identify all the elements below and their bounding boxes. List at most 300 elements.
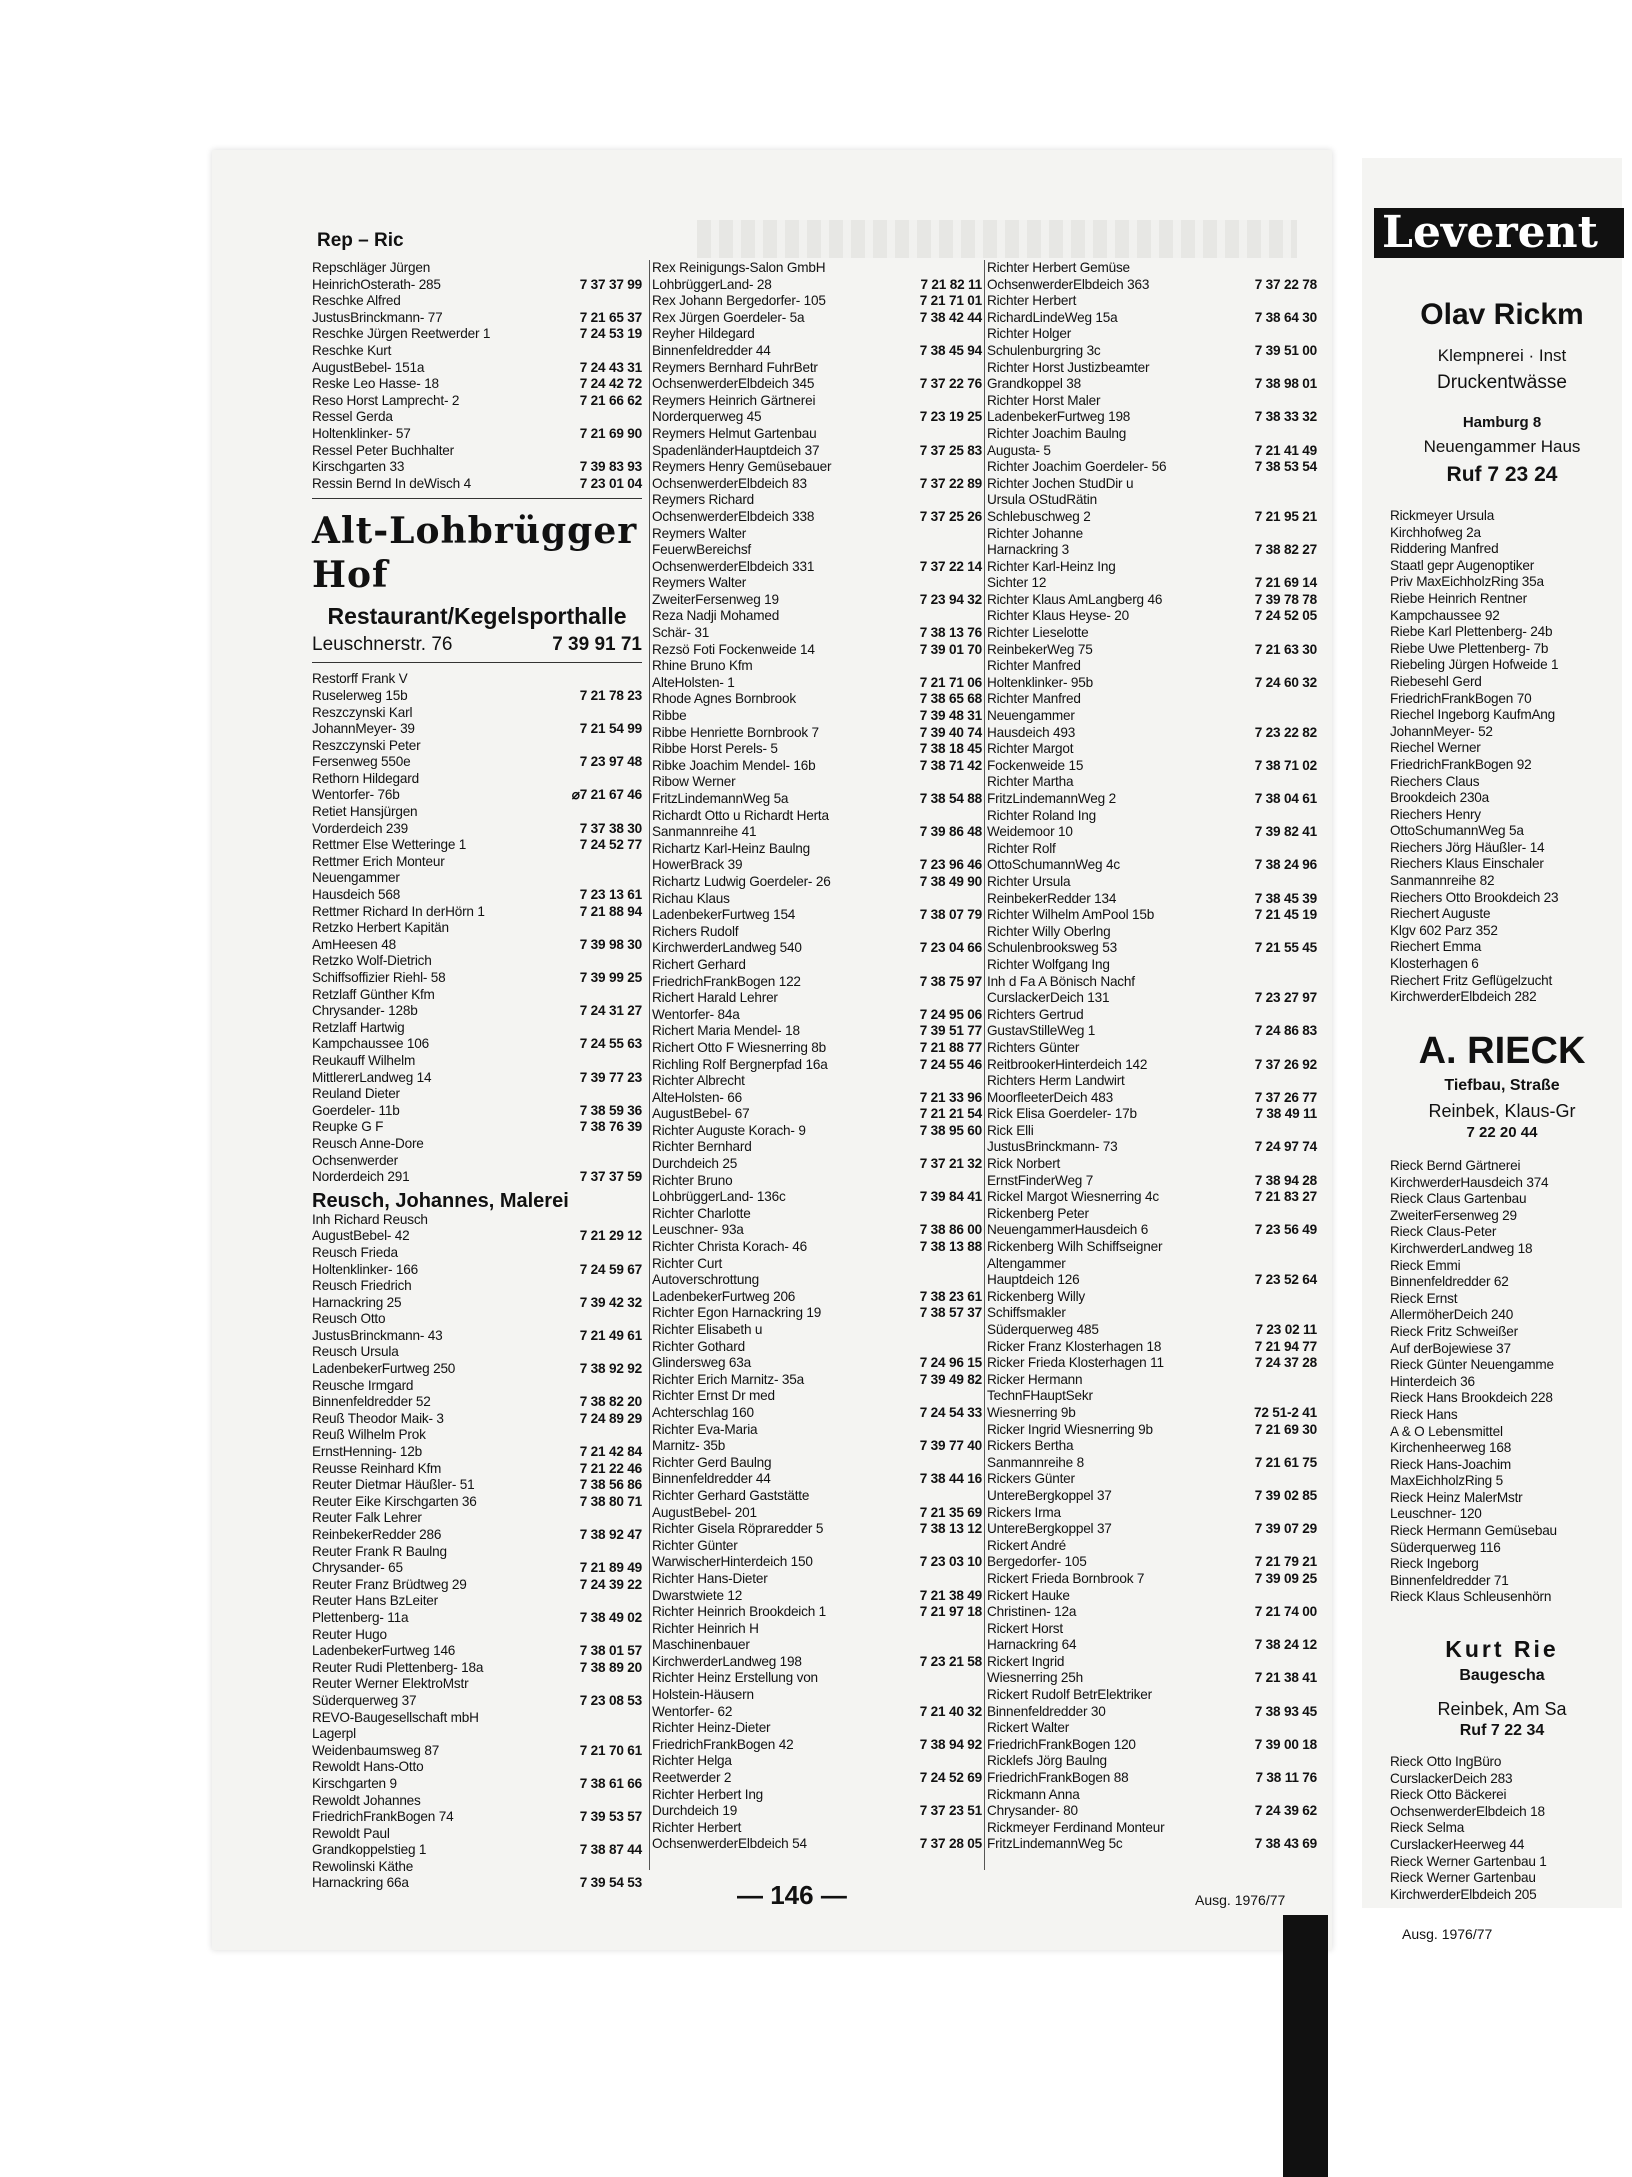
entry-phone: 7 38 57 37 — [919, 1305, 982, 1321]
ad-line: Neuengammer Haus — [1423, 437, 1581, 456]
directory-entry — [652, 1123, 982, 1140]
entry-phone: 7 38 24 96 — [1254, 857, 1317, 873]
entry-name: Richter Christa Korach- 46 — [652, 1239, 807, 1255]
directory-entry — [1390, 1324, 1630, 1357]
entry-phone: 7 24 52 69 — [919, 1770, 982, 1786]
ad-phone: 7 39 91 71 — [552, 634, 642, 656]
entry-name: Rieck Emmi Binnenfeldredder 62 — [1390, 1257, 1509, 1290]
ad-phone: Ruf 7 22 34 — [1459, 1722, 1545, 1739]
entry-phone: 7 21 74 00 — [1254, 1604, 1317, 1620]
entry-phone: 7 21 42 84 — [579, 1444, 642, 1460]
entry-phone: 7 23 08 53 — [579, 1692, 642, 1708]
entry-phone: 7 38 18 45 — [919, 741, 982, 757]
entry-phone: 7 38 45 39 — [1254, 890, 1317, 906]
entry-name: Ricklefs Jörg Baulng FriedrichFrankBogen 88 — [987, 1753, 1129, 1786]
entry-name: Richter Rolf OttoSchumannWeg 4c — [987, 840, 1120, 873]
entry-name: Retzlaff Hartwig Kampchaussee 106 — [312, 1019, 429, 1052]
directory-entry — [312, 953, 642, 986]
entry-phone: 7 24 55 46 — [919, 1056, 982, 1072]
entry-phone: 7 23 22 82 — [1254, 724, 1317, 740]
directory-entry — [987, 1621, 1317, 1654]
entry-name: Richling Rolf Bergnerpfad 16a — [652, 1056, 828, 1072]
directory-entry — [312, 1245, 642, 1278]
entry-name: Reuter Hugo LadenbekerFurtweg 146 — [312, 1626, 456, 1659]
directory-entry — [312, 1593, 642, 1626]
entry-phone: 7 38 23 61 — [919, 1288, 982, 1304]
entry-name: Reusche Irmgard Binnenfeldredder 52 — [312, 1377, 431, 1410]
entry-phone: 7 21 61 75 — [1254, 1454, 1317, 1470]
directory-entry — [652, 260, 982, 293]
entry-name: Reusch Friedrich Harnackring 25 — [312, 1278, 412, 1310]
entry-phone: 7 21 22 46 — [579, 1460, 642, 1476]
entry-name: Richter Herbert Gemüse OchsenwerderElbdeich 363 — [987, 260, 1150, 292]
entry-phone: 7 23 94 32 — [919, 591, 982, 607]
entry-phone: 7 38 44 16 — [919, 1471, 982, 1487]
entry-name: Richert Otto F Wiesnerring 8b — [652, 1039, 826, 1055]
directory-entry — [1390, 641, 1630, 658]
entry-phone: 7 21 95 21 — [1254, 508, 1317, 524]
entry-phone: 7 23 02 11 — [1255, 1322, 1317, 1337]
entry-phone: 7 21 54 99 — [579, 721, 642, 737]
entry-phone: 7 24 42 72 — [579, 376, 642, 392]
entry-name: Richter Helga Reetwerder 2 — [652, 1753, 732, 1786]
directory-entry — [652, 1040, 982, 1057]
column-2 — [652, 260, 982, 1853]
ad-phone: Ruf 7 23 24 — [1446, 463, 1558, 486]
entry-name: Rezsö Foti Fockenweide 14 — [652, 641, 815, 657]
directory-entry — [987, 1355, 1317, 1372]
entry-name: Richter Joachim Baulng Augusta- 5 — [987, 425, 1127, 458]
entry-name: Richter Auguste Korach- 9 — [652, 1122, 806, 1138]
entry-name: Ressel Peter Buchhalter Kirschgarten 33 — [312, 442, 454, 475]
directory-entry — [652, 957, 982, 990]
entry-phone: 7 37 37 99 — [579, 276, 642, 292]
directory-entry — [652, 426, 982, 459]
directory-entry — [652, 1305, 982, 1322]
entry-name: Reuter Werner ElektroMstr Süderquerweg 37 — [312, 1676, 469, 1708]
directory-entry — [312, 804, 642, 837]
entry-name: Riebesehl Gerd FriedrichFrankBogen 70 — [1390, 673, 1532, 706]
directory-entry — [1390, 591, 1630, 624]
directory-entry — [987, 1753, 1317, 1786]
entry-phone: 7 21 94 77 — [1254, 1338, 1317, 1354]
entry-phone: 7 38 82 20 — [579, 1394, 642, 1410]
directory-entry — [312, 1119, 642, 1136]
entry-phone: 7 21 38 49 — [919, 1587, 982, 1603]
directory-entry — [312, 1627, 642, 1660]
directory-entry — [652, 1256, 982, 1306]
entry-name: Richartz Karl-Heinz Baulng HowerBrack 39 — [652, 840, 810, 873]
entry-phone: 7 38 95 60 — [919, 1122, 982, 1138]
entry-name: Rickenberg Wilh Schiffseigner Altengammer Hauptdeich 126 — [987, 1239, 1163, 1288]
entry-phone: 7 39 53 57 — [579, 1809, 642, 1825]
entry-phone: 7 23 01 04 — [579, 475, 642, 491]
entry-name: Richter Erich Marnitz- 35a — [652, 1371, 804, 1387]
entry-phone: 7 21 78 23 — [579, 687, 642, 703]
entry-name: Richardt Otto u Richardt Herta Sanmannreihe 41 — [652, 807, 829, 840]
directory-entry — [312, 326, 642, 343]
entry-name: Reso Horst Lamprecht- 2 — [312, 392, 460, 408]
page-header — [317, 220, 1317, 260]
directory-entry — [652, 691, 982, 708]
entry-name: Reuß Wilhelm Prok ErnstHenning- 12b — [312, 1427, 426, 1460]
entry-phone: 7 37 26 77 — [1254, 1089, 1317, 1105]
entry-name: Rickenberg Willy Schiffsmakler Süderquerweg 485 — [987, 1288, 1099, 1337]
directory-entry — [987, 360, 1317, 393]
directory-entry — [1390, 1589, 1630, 1606]
directory-entry — [312, 1461, 642, 1478]
directory-entry — [312, 705, 642, 738]
directory-entry — [987, 1339, 1317, 1356]
entry-name: Ricker Frieda Klosterhagen 11 — [987, 1355, 1164, 1371]
directory-page — [212, 150, 1332, 1950]
directory-entry — [312, 1826, 642, 1859]
entry-name: Riebe Uwe Plettenberg- 7b — [1390, 640, 1549, 656]
entry-phone: 7 38 13 12 — [919, 1521, 982, 1537]
entry-name: Rieck Günter Neuengamme Hinterdeich 36 — [1390, 1357, 1554, 1389]
ad-subtitle: Restaurant/Kegelsporthalle — [327, 603, 627, 630]
directory-entry — [652, 1753, 982, 1786]
entry-phone: 7 38 07 79 — [919, 907, 982, 923]
entry-phone: 7 24 39 62 — [1254, 1803, 1317, 1819]
entry-phone: 7 24 54 33 — [919, 1404, 982, 1420]
entry-name: Rewoldt Johannes FriedrichFrankBogen 74 — [312, 1792, 454, 1825]
directory-entry — [312, 738, 642, 771]
entry-name: Rickert Rudolf BetrElektriker Binnenfeldredder 30 — [987, 1687, 1152, 1719]
entry-name: Richter Curt Autoverschrottung LadenbekerFurtweg 206 — [652, 1255, 796, 1304]
entry-phone: 7 39 78 78 — [1254, 591, 1317, 607]
entry-name: Richter Johanne Harnackring 3 — [987, 525, 1083, 558]
entry-phone: 7 23 27 97 — [1254, 990, 1317, 1006]
directory-entry — [312, 671, 642, 704]
entry-phone: 7 21 69 90 — [579, 425, 642, 441]
edition-note: Ausg. 1976/77 — [1402, 1926, 1493, 1942]
entry-name: Ricker Ingrid Wiesnerring 9b — [987, 1421, 1153, 1437]
entry-phone: 7 37 38 30 — [579, 820, 642, 836]
directory-entry — [987, 1471, 1317, 1504]
ad-kurt-rieck — [1372, 1636, 1632, 1740]
entry-phone: 7 38 80 71 — [579, 1493, 642, 1509]
entry-name: Riechers Henry OttoSchumannWeg 5a — [1390, 806, 1524, 839]
directory-entry — [1390, 840, 1630, 857]
directory-entry — [652, 642, 982, 659]
entry-phone: 7 21 35 69 — [919, 1504, 982, 1520]
entry-phone: 7 24 95 06 — [919, 1006, 982, 1022]
entry-name: Rickers Irma UntereBergkoppel 37 — [987, 1504, 1112, 1537]
next-page-list-2 — [1390, 1158, 1630, 1606]
entry-name: Riechert Fritz Geflügelzucht KirchwerderElbdeich 282 — [1390, 972, 1553, 1005]
entry-phone: 7 39 07 29 — [1254, 1521, 1317, 1537]
entry-phone: 7 24 31 27 — [579, 1003, 642, 1019]
entry-name: Richter Roland Ing Weidemoor 10 — [987, 807, 1096, 840]
entry-name: Richter Heinz-Dieter FriedrichFrankBogen 42 — [652, 1720, 794, 1752]
directory-entry — [1390, 1158, 1630, 1191]
entry-name: Riechert Auguste Klgv 602 Parz 352 — [1390, 906, 1498, 938]
entry-phone: 7 38 49 02 — [579, 1609, 642, 1625]
entry-phone: 7 23 13 61 — [579, 887, 642, 903]
entry-phone: 7 38 49 90 — [919, 873, 982, 889]
entry-name: Richter Heinz Erstellung von Holstein-Häusern Wentorfer- 62 — [652, 1670, 818, 1719]
entry-phone: 7 39 77 40 — [919, 1438, 982, 1454]
entry-name: Rieck Ingeborg Binnenfeldredder 71 — [1390, 1556, 1509, 1588]
entry-phone: 7 23 19 25 — [919, 409, 982, 425]
entry-phone: 7 39 99 25 — [579, 970, 642, 985]
ad-a-rieck — [1372, 1030, 1632, 1141]
directory-entry — [1390, 1820, 1630, 1853]
entry-name: Richter Manfred Holtenklinker- 95b — [987, 658, 1093, 690]
directory-entry — [652, 658, 982, 691]
directory-entry — [312, 1344, 642, 1377]
entry-phone: 7 39 48 31 — [919, 708, 982, 724]
ad-name: Olav Rickm — [1420, 298, 1584, 331]
entry-phone: 7 38 59 36 — [579, 1102, 642, 1118]
directory-entry — [987, 774, 1317, 807]
directory-entry — [987, 1239, 1317, 1289]
entry-phone: 7 24 97 74 — [1254, 1139, 1317, 1155]
entry-phone: 7 39 54 53 — [579, 1875, 642, 1891]
entry-phone: 7 38 93 45 — [1254, 1703, 1317, 1719]
directory-entry — [652, 1106, 982, 1123]
entry-name: Rieck Klaus Schleusenhörn — [1390, 1589, 1552, 1605]
directory-entry — [652, 741, 982, 758]
entry-phone: 7 21 97 18 — [919, 1604, 982, 1620]
entry-name: Riechers Jörg Häußler- 14 — [1390, 839, 1545, 855]
entry-name: Ribbe Henriette Bornbrook 7 — [652, 724, 819, 740]
directory-entry — [987, 1189, 1317, 1206]
directory-entry — [652, 1820, 982, 1853]
directory-entry — [652, 841, 982, 874]
entry-phone: 7 24 52 05 — [1254, 608, 1317, 624]
entry-phone: 7 23 21 58 — [919, 1653, 982, 1669]
directory-entry — [1390, 1407, 1630, 1457]
entry-name: Rieck Heinz MalerMstr Leuschner- 120 — [1390, 1489, 1523, 1522]
entry-name: Restorff Frank V Ruselerweg 15b — [312, 671, 408, 703]
entry-name: Richter Gisela Röpraredder 5 — [652, 1521, 824, 1537]
ad-olav-rickmeyer — [1372, 298, 1632, 487]
entry-phone: 72 51-2 41 — [1253, 1404, 1317, 1420]
entry-phone: 7 38 98 01 — [1254, 376, 1317, 392]
directory-entry — [1390, 1224, 1630, 1257]
directory-entry — [652, 492, 982, 525]
entry-name: Reymers Richard OchsenwerderElbdeich 338 — [652, 492, 815, 524]
entry-phone: 7 37 26 92 — [1254, 1056, 1317, 1072]
entry-name: Richter Lieselotte ReinbekerWeg 75 — [987, 625, 1093, 657]
entry-phone: 7 37 25 26 — [919, 508, 982, 524]
entry-name: Rex Jürgen Goerdeler- 5a — [652, 309, 805, 325]
entry-phone: 7 24 43 31 — [579, 359, 642, 375]
entry-phone: 7 38 65 68 — [919, 691, 982, 707]
directory-entry — [652, 891, 982, 924]
entry-phone: 7 39 42 32 — [579, 1294, 642, 1310]
directory-entry — [1390, 1291, 1630, 1324]
entry-name: Richter Elisabeth u Richter Gothard Glindersweg 63a — [652, 1322, 763, 1371]
entry-name: Ressin Bernd In deWisch 4 — [312, 475, 471, 491]
entry-name: Richter Horst Justizbeamter Grandkoppel 38 — [987, 359, 1150, 392]
entry-name: Rieck Fritz Schweißer Auf derBojewiese 37 — [1390, 1323, 1518, 1356]
directory-entry — [652, 1023, 982, 1040]
entry-name: Reschke Kurt AugustBebel- 151a — [312, 342, 425, 375]
entry-phone: 7 38 56 86 — [579, 1477, 642, 1493]
directory-entry — [1390, 657, 1630, 674]
entry-name: Reuter Franz Brüdtweg 29 — [312, 1576, 467, 1592]
entry-phone: 7 37 22 78 — [1254, 276, 1317, 292]
divider — [312, 662, 642, 663]
directory-entry — [312, 1427, 642, 1460]
entry-name: Rickert Walter FriedrichFrankBogen 120 — [987, 1720, 1136, 1752]
directory-entry — [1390, 973, 1630, 1006]
entry-name: Rickert Hauke Christinen- 12a — [987, 1587, 1077, 1620]
directory-entry — [1390, 1854, 1630, 1871]
directory-entry — [312, 1136, 642, 1186]
directory-entry — [987, 741, 1317, 774]
directory-entry — [652, 924, 982, 957]
entry-name: Richter Bruno LohbrüggerLand- 136c — [652, 1172, 786, 1205]
directory-entry — [312, 987, 642, 1020]
entry-phone: 7 21 70 61 — [579, 1742, 642, 1758]
directory-entry — [987, 559, 1317, 592]
entry-phone: 7 38 42 44 — [919, 309, 982, 325]
entry-name: Reymers Heinrich Gärtnerei Norderquerweg 45 — [652, 392, 816, 425]
divider — [312, 498, 642, 499]
entry-phone: 7 24 89 29 — [579, 1410, 642, 1426]
directory-entry — [312, 1676, 642, 1709]
directory-entry — [312, 1020, 642, 1053]
entry-phone: 7 38 71 02 — [1254, 757, 1317, 773]
directory-entry — [312, 343, 642, 376]
entry-name: Rieck Claus Gartenbau ZweiterFersenweg 29 — [1390, 1191, 1527, 1223]
entry-name: Rickert Frieda Bornbrook 7 — [987, 1570, 1145, 1586]
directory-entry — [987, 1654, 1317, 1687]
entry-phone: 7 38 94 92 — [919, 1736, 982, 1752]
entry-name: Rieck Otto Bäckerei OchsenwerderElbdeich 18 — [1390, 1787, 1545, 1819]
directory-entry — [987, 1538, 1317, 1571]
directory-entry — [312, 1411, 642, 1428]
entry-name: Retzlaff Günther Kfm Chrysander- 128b — [312, 986, 435, 1019]
entry-phone: 7 38 54 88 — [919, 791, 982, 806]
directory-entry — [1390, 807, 1630, 840]
entry-phone: 7 38 01 57 — [579, 1643, 642, 1659]
entry-phone: 7 24 39 22 — [579, 1576, 642, 1592]
directory-entry — [1390, 1357, 1630, 1390]
directory-entry — [312, 293, 642, 326]
entry-phone: 7 38 33 32 — [1254, 409, 1317, 425]
entry-phone: 7 39 51 00 — [1254, 342, 1317, 358]
running-head: Rep – Ric — [317, 230, 404, 251]
directory-entry — [312, 443, 642, 476]
entry-name: Reusse Reinhard Kfm — [312, 1460, 442, 1476]
directory-entry — [987, 1438, 1317, 1471]
entry-name: Richter Martha FritzLindemannWeg 2 — [987, 774, 1116, 806]
entry-name: Repschläger Jürgen HeinrichOsterath- 285 — [312, 260, 441, 292]
directory-entry — [312, 771, 642, 804]
ad-title: Alt-Lohbrügger Hof — [312, 510, 638, 597]
directory-entry — [312, 1477, 642, 1494]
entry-phone: 7 21 88 77 — [919, 1039, 982, 1055]
entry-phone: 7 38 64 30 — [1254, 309, 1317, 325]
entry-name: Richter Wolfgang Ing Inh d Fa A Bönisch Nachf CurslackerDeich 131 — [987, 956, 1135, 1006]
entry-phone: 7 38 04 61 — [1254, 791, 1317, 806]
directory-entry — [652, 1604, 982, 1621]
directory-entry — [652, 526, 982, 576]
entry-phone: 7 38 89 20 — [579, 1659, 642, 1675]
directory-entry — [1390, 508, 1630, 541]
entry-phone: 7 37 23 51 — [919, 1803, 982, 1819]
directory-entry — [1390, 624, 1630, 641]
directory-entry — [312, 393, 642, 410]
entry-name: Ribbe — [652, 708, 687, 724]
entry-phone: 7 21 88 94 — [579, 903, 642, 919]
column-3 — [987, 260, 1317, 1853]
directory-entry — [312, 1378, 642, 1411]
directory-entry — [987, 608, 1317, 625]
directory-entry — [312, 904, 642, 921]
directory-entry — [652, 575, 982, 608]
directory-entry — [312, 1710, 642, 1760]
directory-entry — [652, 608, 982, 641]
entry-phone: 7 39 40 74 — [919, 724, 982, 740]
entry-phone: 7 38 86 00 — [919, 1222, 982, 1238]
entry-name: Reske Leo Hasse- 18 — [312, 376, 439, 392]
entry-name: Richter Bernhard Durchdeich 25 — [652, 1139, 752, 1172]
directory-entry — [1390, 541, 1630, 591]
entry-name: Richter Charlotte Leuschner- 93a — [652, 1205, 751, 1238]
entry-name: Reymers Helmut Gartenbau SpadenländerHauptdeich 37 — [652, 425, 820, 458]
entry-name: Richter Klaus AmLangberg 46 — [987, 591, 1163, 607]
entry-name: Rettmer Erich Monteur Neuengammer Hausdeich 568 — [312, 853, 445, 903]
entry-name: Richter Manfred Neuengammer Hausdeich 493 — [987, 691, 1081, 740]
directory-entry — [312, 1859, 642, 1892]
directory-entry — [312, 1494, 642, 1511]
entry-phone: 7 21 69 30 — [1254, 1421, 1317, 1437]
directory-entry — [987, 1787, 1317, 1820]
entry-phone: 7 38 24 12 — [1254, 1637, 1317, 1653]
entry-phone: 7 37 37 59 — [579, 1169, 642, 1185]
directory-entry — [652, 1571, 982, 1604]
entry-name: Reusch Frieda Holtenklinker- 166 — [312, 1244, 418, 1277]
directory-entry — [1390, 1490, 1630, 1523]
entry-name: Richter Egon Harnackring 19 — [652, 1305, 822, 1321]
entry-phone: 7 24 60 32 — [1254, 674, 1317, 690]
directory-entry — [652, 1322, 982, 1372]
ad-line: Druckentwässe — [1437, 372, 1567, 393]
directory-entry — [652, 293, 982, 310]
entry-phone: 7 21 33 96 — [919, 1089, 982, 1105]
directory-entry — [987, 1156, 1317, 1189]
directory-entry — [1390, 707, 1630, 740]
entry-phone: 7 38 71 42 — [919, 757, 982, 773]
directory-entry — [987, 957, 1317, 1007]
entry-phone: 7 21 66 62 — [579, 392, 642, 408]
entry-name: Rieck Werner Gartenbau KirchwerderElbdeich 205 — [1390, 1870, 1537, 1902]
directory-entry — [987, 907, 1317, 924]
entry-name: Richter Gerhard Gaststätte AugustBebel- 201 — [652, 1487, 810, 1520]
entry-name: Riebeling Jürgen Hofweide 1 — [1390, 657, 1559, 673]
directory-entry — [1390, 890, 1630, 907]
ad-line: Klempnerei · Inst — [1437, 346, 1567, 365]
directory-entry — [987, 426, 1317, 459]
entry-name: Rhode Agnes Bornbrook — [652, 691, 796, 707]
entry-name: Reschke Jürgen Reetwerder 1 — [312, 326, 491, 342]
entry-phone: 7 24 59 67 — [579, 1261, 642, 1277]
entry-phone: 7 21 38 41 — [1254, 1670, 1317, 1686]
entry-phone: 7 37 25 83 — [919, 442, 982, 458]
directory-entry — [312, 1278, 642, 1311]
directory-entry — [987, 691, 1317, 741]
entry-phone: 7 21 71 01 — [919, 293, 982, 309]
entry-phone: 7 23 56 49 — [1254, 1222, 1317, 1238]
entry-name: Reuß Theodor Maik- 3 — [312, 1410, 444, 1426]
entry-name: Reza Nadji Mohamed Schär- 31 — [652, 608, 780, 641]
